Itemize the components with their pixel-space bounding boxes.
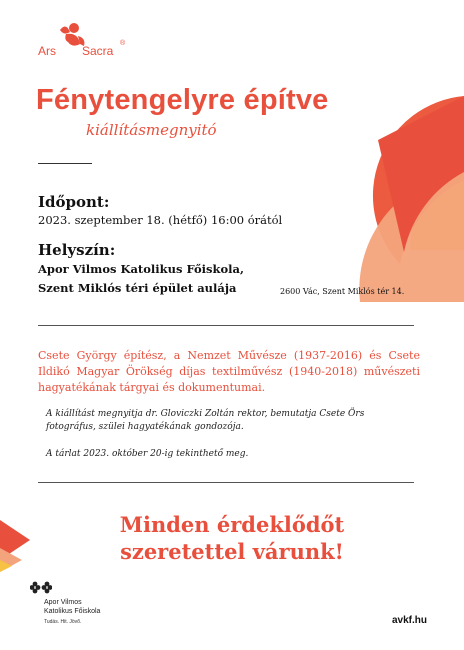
- opening-note: A kiállítást megnyitja dr. Gloviczki Zoltán rektor, bemutatja Csete Örs fotográfus, szülei hagyatékának gondozója.: [46, 409, 365, 432]
- duration-note: A tárlat 2023. október 20-ig tekinthető meg.: [46, 449, 249, 459]
- time-label: Időpont:: [38, 193, 110, 211]
- invitation-line-1: Minden érdeklődőt: [119, 512, 345, 537]
- section-divider-top: [38, 325, 414, 326]
- place-line-1: Apor Vilmos Katolikus Főiskola,: [38, 262, 244, 276]
- logo-word-sacra: Sacra: [82, 44, 114, 58]
- title-divider: [38, 163, 92, 164]
- place-address: 2600 Vác, Szent Miklós tér 14.: [280, 287, 405, 296]
- logo-word-ars: Ars: [38, 44, 56, 58]
- page-title: Fénytengelyre építve: [36, 84, 329, 116]
- place-label: Helyszín:: [38, 241, 116, 259]
- time-value: 2023. szeptember 18. (hétfő) 16:00 órától: [38, 213, 283, 227]
- org-name-line-2: Katolikus Főiskola: [44, 608, 101, 615]
- org-tagline: Tudás. Hit. Jövő.: [44, 619, 82, 625]
- clover-cross-logo-icon: [30, 580, 52, 596]
- invitation-line-2: szeretettel várunk!: [120, 539, 344, 564]
- website-url[interactable]: avkf.hu: [392, 615, 428, 626]
- section-divider-bottom: [38, 482, 414, 483]
- logo-registered-mark: ®: [120, 40, 126, 47]
- ars-sacra-logo: [34, 18, 144, 66]
- place-line-2: Szent Miklós téri épület aulája: [38, 281, 237, 295]
- page-subtitle: kiállításmegnyitó: [86, 121, 217, 139]
- org-name-line-1: Apor Vilmos: [44, 599, 82, 606]
- exhibition-description: Csete György építész, a Nemzet Művésze (1937-2016) és Csete Ildikó Magyar Örökség díjas textilművész (1940-2018) művészeti hagyatékának tárgyai és dokumentumai.: [38, 349, 420, 394]
